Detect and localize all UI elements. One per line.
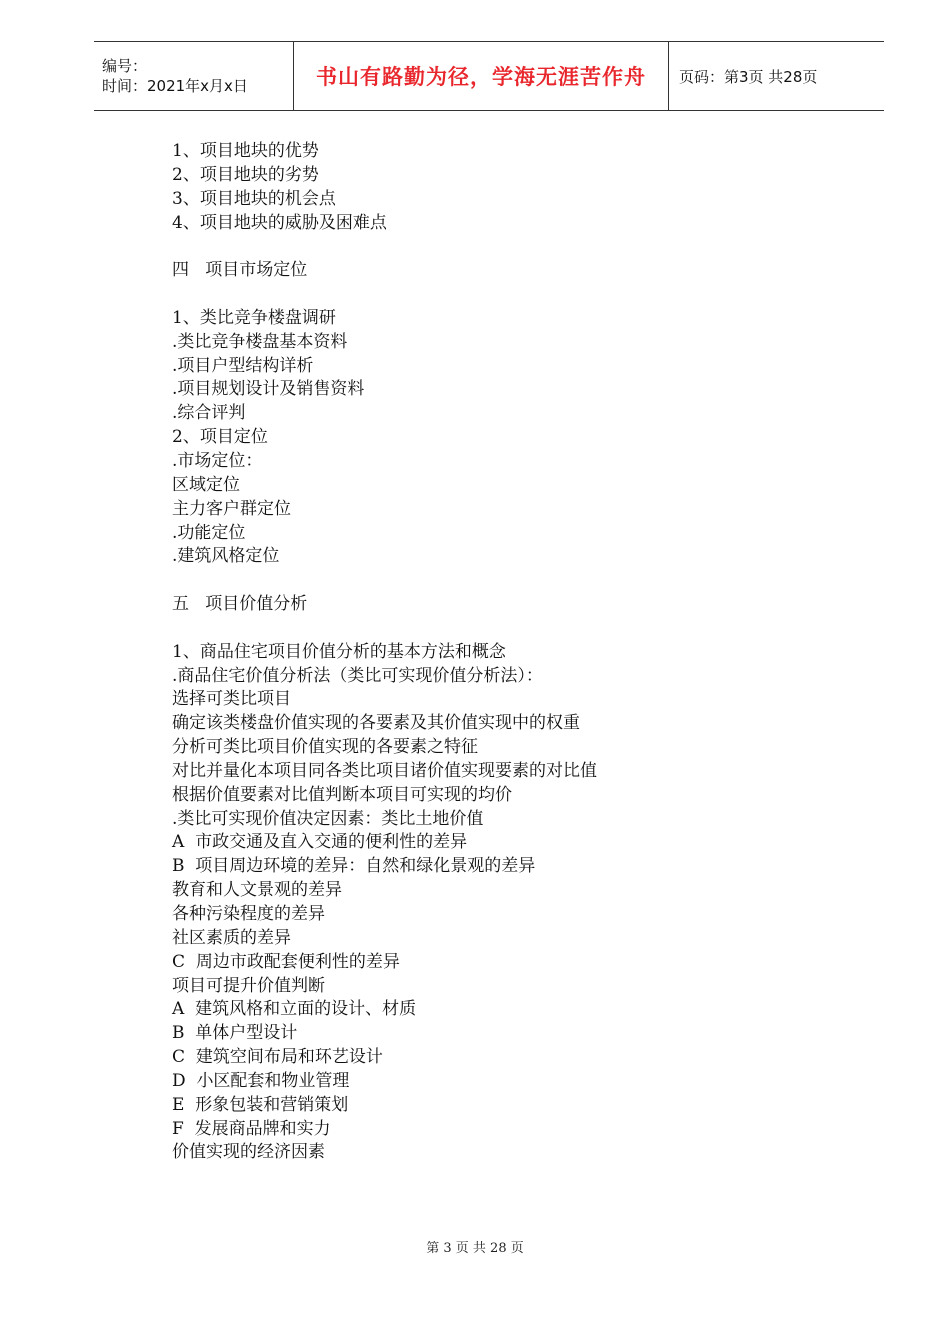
- body-line: 社区素质的差异: [172, 927, 291, 948]
- body-line: 价值实现的经济因素: [172, 1142, 325, 1163]
- document-time-label: 时间：2021年x月x日: [102, 77, 248, 95]
- body-line: C 周边市政配套便利性的差异: [172, 951, 400, 972]
- body-line: C 建筑空间布局和环艺设计: [172, 1047, 383, 1068]
- body-line: .项目规划设计及销售资料: [172, 379, 365, 400]
- body-line: F 发展商品牌和实力: [172, 1118, 331, 1139]
- blank-line: [172, 235, 812, 259]
- body-line: A 建筑风格和立面的设计、材质: [172, 999, 417, 1020]
- document-number-label: 编号：: [102, 57, 148, 75]
- header-motto: 书山有路勤为径，学海无涯苦作舟: [294, 42, 669, 110]
- body-line: 五 项目价值分析: [172, 594, 308, 615]
- body-line: .综合评判: [172, 403, 246, 424]
- body-line: .类比可实现价值决定因素：类比土地价值: [172, 808, 484, 829]
- body-line: E 形象包装和营销策划: [172, 1094, 349, 1115]
- body-line: 选择可类比项目: [172, 689, 291, 710]
- body-line: 1、商品住宅项目价值分析的基本方法和概念: [172, 641, 506, 662]
- body-line: 项目可提升价值判断: [172, 975, 325, 996]
- body-line: 主力客户群定位: [172, 498, 291, 519]
- body-line: 1、类比竞争楼盘调研: [172, 307, 336, 328]
- body-line: 区域定位: [172, 474, 240, 495]
- body-line: 根据价值要素对比值判断本项目可实现的均价: [172, 784, 512, 805]
- page-footer: 第 3 页 共 28 页: [426, 1241, 524, 1256]
- body-line: 2、项目定位: [172, 427, 268, 448]
- body-line: 2、项目地块的劣势: [172, 164, 319, 185]
- header-meta: [94, 42, 294, 110]
- body-line: 1、项目地块的优势: [172, 141, 319, 161]
- body-line: D 小区配套和物业管理: [172, 1070, 350, 1091]
- body-line: .商品住宅价值分析法（类比可实现价值分析法）：: [172, 665, 543, 686]
- blank-line: [172, 569, 812, 593]
- body-line: .项目户型结构详析: [172, 355, 314, 376]
- body-line: 分析可类比项目价值实现的各要素之特征: [172, 737, 478, 758]
- body-line: A 市政交通及直入交通的便利性的差异: [172, 832, 468, 853]
- body-line: 4、项目地块的威胁及困难点: [172, 212, 387, 233]
- body-line: .功能定位: [172, 522, 246, 543]
- body-line: 教育和人文景观的差异: [172, 880, 342, 901]
- blank-line: [172, 617, 812, 641]
- header-page-info: 页码：第3页 共28页: [679, 67, 818, 86]
- body-line: 3、项目地块的机会点: [172, 188, 336, 209]
- body-line: 各种污染程度的差异: [172, 904, 325, 924]
- body-line: B 项目周边环境的差异：自然和绿化景观的差异: [172, 856, 536, 877]
- document-body: [172, 140, 812, 1165]
- body-line: 对比并量化本项目同各类比项目诸价值实现要素的对比值: [172, 760, 597, 781]
- body-line: B 单体户型设计: [172, 1023, 298, 1044]
- body-line: .市场定位：: [172, 450, 263, 471]
- body-line: .类比竞争楼盘基本资料: [172, 331, 348, 352]
- body-line: .建筑风格定位: [172, 546, 280, 567]
- body-line: 确定该类楼盘价值实现的各要素及其价值实现中的权重: [172, 713, 580, 734]
- blank-line: [172, 283, 812, 307]
- body-line: 四 项目市场定位: [172, 260, 308, 281]
- page-header: [94, 41, 884, 111]
